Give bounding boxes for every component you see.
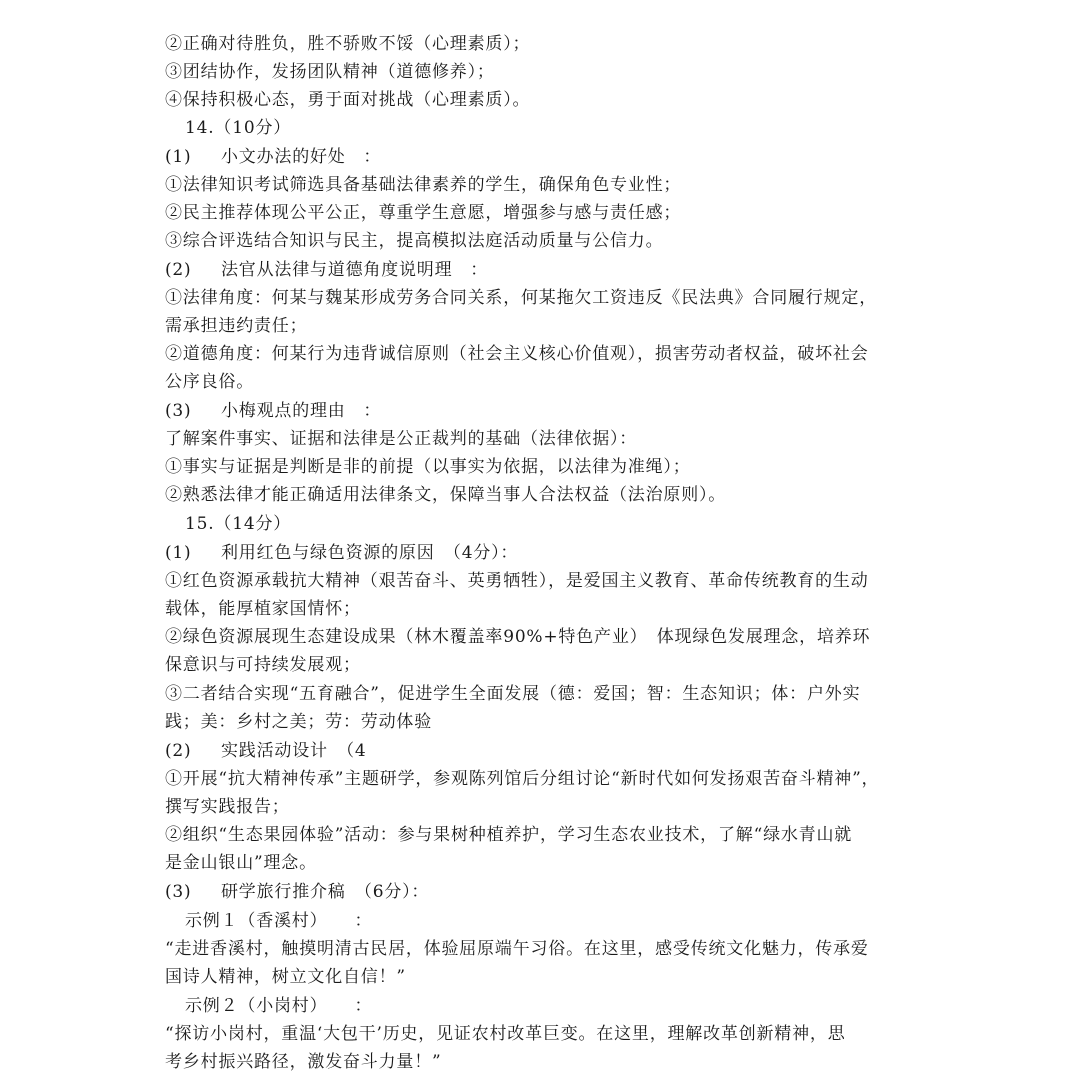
example-heading: 示例１（香溪村） ： bbox=[185, 911, 373, 931]
question-heading-14: 14.（10分） bbox=[185, 118, 292, 138]
subquestion-heading bbox=[165, 881, 429, 903]
subquestion-number: (3) bbox=[165, 401, 192, 421]
subquestion-heading bbox=[165, 400, 381, 422]
answer-line: ③二者结合实现“五育融合”，促进学生全面发展（德：爱国；智：生态知识；体：户外实 bbox=[165, 684, 861, 704]
subquestion-title: 小梅观点的理由 ： bbox=[221, 401, 382, 421]
answer-line: ①事实与证据是判断是非的前提（以事实为依据，以法律为准绳）； bbox=[165, 457, 691, 477]
answer-line: 需承担违约责任； bbox=[165, 316, 308, 336]
answer-line: ③团结协作，发扬团队精神（道德修养）； bbox=[165, 62, 495, 82]
subquestion-title: 研学旅行推介稿 （6分）： bbox=[221, 882, 430, 902]
answer-line: ①法律知识考试筛选具备基础法律素养的学生，确保角色专业性； bbox=[165, 175, 682, 195]
answer-line: 公序良俗。 bbox=[165, 372, 254, 392]
answer-line: ②道德角度：何某行为违背诚信原则（社会主义核心价值观），损害劳动者权益，破坏社会 bbox=[165, 344, 869, 364]
subquestion-number: (3) bbox=[165, 882, 192, 902]
subquestion-number: (2) bbox=[165, 260, 192, 280]
subquestion-title: 实践活动设计 （4 bbox=[221, 741, 367, 761]
subquestion-heading bbox=[165, 146, 381, 168]
answer-line: 载体，能厚植家国情怀； bbox=[165, 599, 361, 619]
answer-line: ②绿色资源展现生态建设成果（林木覆盖率90%+特色产业） 体现绿色发展理念，培养环 bbox=[165, 627, 871, 647]
answer-line: 了解案件事实、证据和法律是公正裁判的基础（法律依据）： bbox=[165, 429, 638, 449]
answer-line: ①开展“抗大精神传承”主题研学，参观陈列馆后分组讨论“新时代如何发扬艰苦奋斗精神”， bbox=[165, 769, 880, 789]
answer-line: ④保持积极心态，勇于面对挑战（心理素质）。 bbox=[165, 90, 531, 110]
subquestion-number: (1) bbox=[165, 543, 192, 563]
answer-line: 考乡村振兴路径，激发奋斗力量！” bbox=[165, 1052, 442, 1072]
answer-line: ②民主推荐体现公平公正，尊重学生意愿，增强参与感与责任感； bbox=[165, 203, 682, 223]
answer-line: ②组织“生态果园体验”活动：参与果树种植养护，学习生态农业技术，了解“绿水青山就 bbox=[165, 825, 853, 845]
answer-line: 撰写实践报告； bbox=[165, 797, 290, 817]
answer-line: 保意识与可持续发展观； bbox=[165, 655, 361, 675]
answer-line: ②正确对待胜负，胜不骄败不馁（心理素质）； bbox=[165, 34, 531, 54]
subquestion-heading bbox=[165, 542, 518, 564]
subquestion-heading bbox=[165, 740, 367, 762]
subquestion-number: (1) bbox=[165, 147, 192, 167]
subquestion-title: 小文办法的好处 ： bbox=[221, 147, 382, 167]
answer-line: “探访小岗村，重温‘大包干’历史，见证农村改革巨变。在这里，理解改革创新精神，思 bbox=[165, 1024, 846, 1044]
answer-line: 国诗人精神，树立文化自信！” bbox=[165, 967, 406, 987]
subquestion-heading bbox=[165, 259, 488, 281]
subquestion-title: 法官从法律与道德角度说明理 ： bbox=[221, 260, 488, 280]
subquestion-number: (2) bbox=[165, 741, 192, 761]
answer-line: 践；美：乡村之美；劳：劳动体验 bbox=[165, 712, 432, 732]
answer-line: 是金山银山”理念。 bbox=[165, 853, 317, 873]
answer-line: “走进香溪村，触摸明清古民居，体验屈原端午习俗。在这里，感受传统文化魅力，传承爱 bbox=[165, 939, 869, 959]
answer-line: ②熟悉法律才能正确适用法律条文，保障当事人合法权益（法治原则）。 bbox=[165, 485, 727, 505]
answer-line: ①法律角度：何某与魏某形成劳务合同关系，何某拖欠工资违反《民法典》合同履行规定， bbox=[165, 288, 877, 308]
answer-line: ③综合评选结合知识与民主，提高模拟法庭活动质量与公信力。 bbox=[165, 231, 664, 251]
subquestion-title: 利用红色与绿色资源的原因 （4分）： bbox=[221, 543, 519, 563]
example-heading: 示例２（小岗村） ： bbox=[185, 996, 373, 1016]
question-heading-15: 15.（14分） bbox=[185, 514, 292, 534]
answer-line: ①红色资源承载抗大精神（艰苦奋斗、英勇牺牲），是爱国主义教育、革命传统教育的生动 bbox=[165, 571, 869, 591]
